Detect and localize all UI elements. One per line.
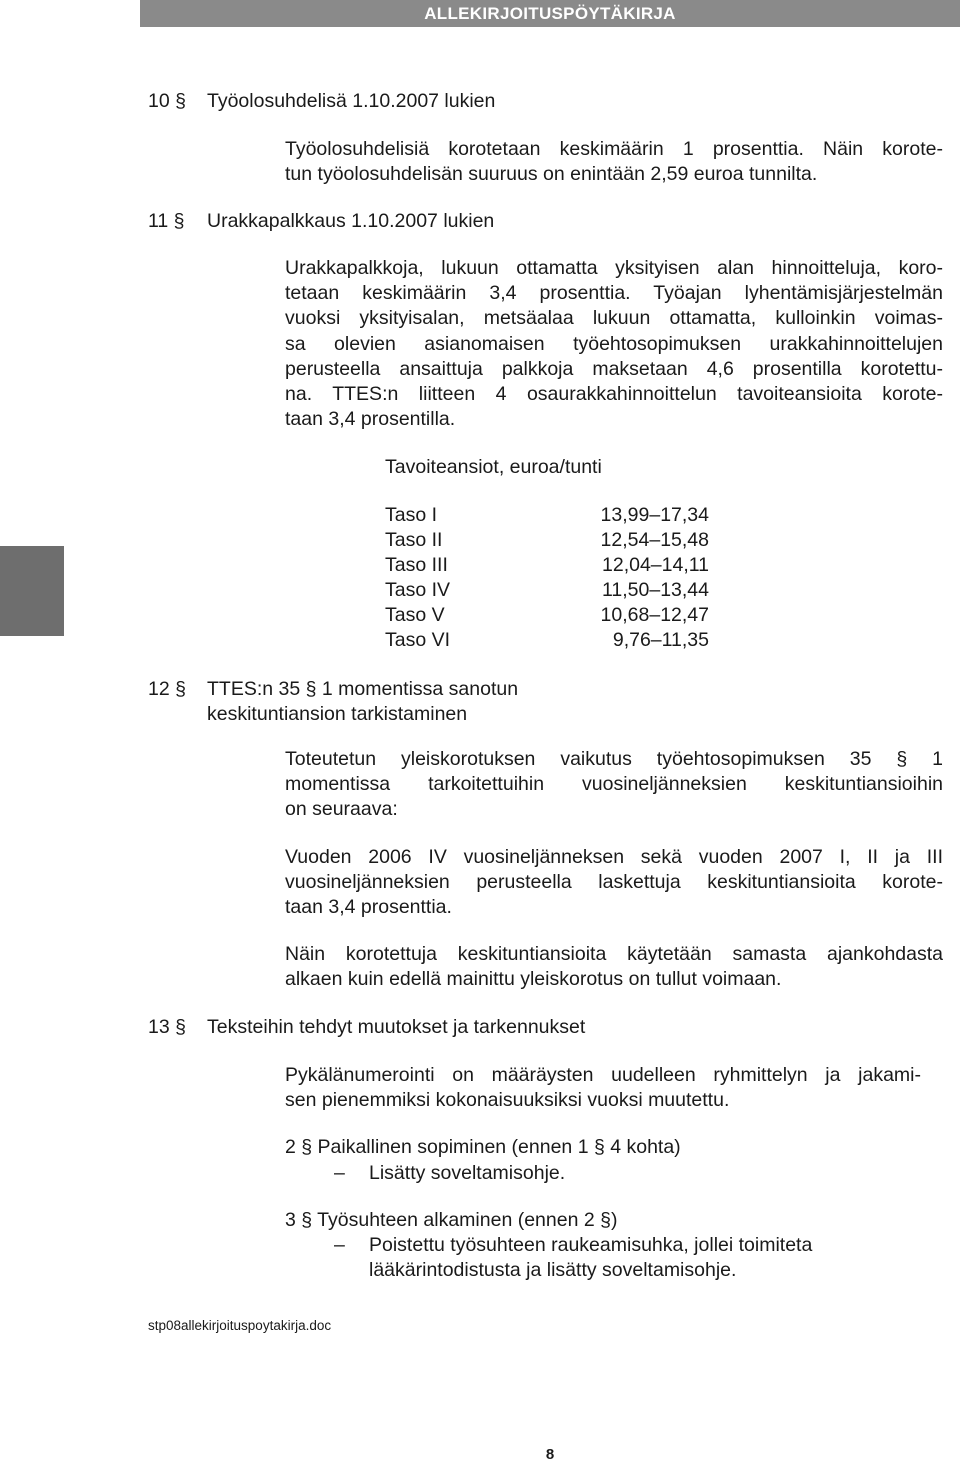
text-line: Pykälänumerointi on määräysten uudelleen ryhmittelyn ja jakami- bbox=[285, 1064, 921, 1086]
section-10-title: Työolosuhdelisä 1.10.2007 lukien bbox=[207, 90, 496, 112]
text-line: sa olevien asianomaisen työehtosopimuksen urakkahinnoittelujen bbox=[285, 332, 943, 355]
item-2-title: 2 § Paikallinen sopiminen (ennen 1 § 4 kohta) bbox=[285, 1136, 681, 1158]
item-3-title: 3 § Työsuhteen alkaminen (ennen 2 §) bbox=[285, 1209, 618, 1231]
table-cell-level: Taso II bbox=[385, 529, 443, 551]
section-13-number: 13 § bbox=[148, 1016, 186, 1038]
text-line: Urakkapalkkoja, lukuun ottamatta yksityisen alan hinnoitteluja, koro- bbox=[285, 257, 943, 279]
text-line: Vuoden 2006 IV vuosineljänneksen sekä vuoden 2007 I, II ja III bbox=[285, 846, 943, 868]
dash-bullet: – bbox=[334, 1162, 345, 1184]
text-line: na. TTES:n liitteen 4 osaurakkahinnoittelun tavoiteansioita korote- bbox=[285, 383, 943, 406]
section-13-title: Teksteihin tehdyt muutokset ja tarkennukset bbox=[207, 1016, 586, 1038]
dash-bullet: – bbox=[334, 1234, 345, 1256]
text-line: taan 3,4 prosenttia. bbox=[285, 896, 452, 919]
section-11-number: 11 § bbox=[148, 210, 185, 232]
table-cell-level: Taso VI bbox=[385, 629, 451, 651]
text-line: alkaen kuin edellä mainittu yleiskorotus on tullut voimaan. bbox=[285, 968, 782, 991]
section-12-paragraph-2 bbox=[285, 845, 943, 921]
table-cell-range: 12,04–14,11 bbox=[602, 554, 709, 576]
section-12-paragraph-1 bbox=[285, 747, 943, 823]
section-11-title: Urakkapalkkaus 1.10.2007 lukien bbox=[207, 210, 495, 232]
text-line: tetaan keskimäärin 3,4 prosenttia. Työajan lyhentämisjärjestelmän bbox=[285, 282, 943, 305]
text-line: Työolosuhdelisiä korotetaan keskimäärin 1 prosenttia. Näin korote- bbox=[285, 138, 943, 160]
text-line: Toteutetun yleiskorotuksen vaikutus työehtosopimuksen 35 § 1 bbox=[285, 748, 943, 770]
table-cell-range: 9,76–11,35 bbox=[612, 629, 709, 651]
table-cell-range: 11,50–13,44 bbox=[602, 579, 709, 601]
document-title: ALLEKIRJOITUSPÖYTÄKIRJA bbox=[424, 4, 676, 23]
document-header-bar bbox=[140, 0, 960, 27]
table-cell-range: 10,68–12,47 bbox=[600, 604, 709, 626]
text-line: tun työolosuhdelisän suuruus on enintään 2,59 euroa tunnilta. bbox=[285, 163, 818, 186]
section-12-title-line: keskituntiansion tarkistaminen bbox=[207, 703, 468, 725]
text-line: vuosineljänneksien perusteella laskettuja keskituntiansioita korote- bbox=[285, 871, 943, 894]
section-12-number: 12 § bbox=[148, 678, 186, 700]
text-line: vuoksi yksityisalan, metsäalaa lukuun ottamatta, kulloinkin voimas- bbox=[285, 307, 943, 330]
text-line: sen pienemmiksi kokonaisuuksiksi vuoksi muutettu. bbox=[285, 1089, 730, 1112]
text-line: Näin korotettuja keskituntiansioita käytetään samasta ajankohdasta bbox=[285, 943, 943, 965]
table-cell-range: 12,54–15,48 bbox=[600, 529, 709, 551]
side-tab-marker bbox=[0, 546, 64, 636]
section-10-number: 10 § bbox=[148, 90, 186, 112]
text-line: momentissa tarkoitettuihin vuosineljänneksien keskituntiansioihin bbox=[285, 773, 943, 796]
table-cell-level: Taso IV bbox=[385, 579, 451, 601]
earnings-table-title: Tavoiteansiot, euroa/tunti bbox=[385, 456, 602, 478]
section-10-paragraph bbox=[285, 137, 943, 187]
item-2-note: Lisätty soveltamisohje. bbox=[369, 1162, 566, 1184]
table-cell-level: Taso III bbox=[385, 554, 448, 576]
footer-filename: stp08allekirjoituspoytakirja.doc bbox=[148, 1318, 332, 1333]
text-line: taan 3,4 prosentilla. bbox=[285, 408, 456, 431]
item-3-note-line: Poistettu työsuhteen raukeamisuhka, jollei toimiteta bbox=[369, 1234, 813, 1256]
page-number: 8 bbox=[545, 1446, 555, 1463]
section-11-paragraph bbox=[285, 256, 943, 432]
section-13-paragraph bbox=[285, 1063, 921, 1113]
table-cell-range: 13,99–17,34 bbox=[600, 504, 709, 526]
item-3-note-line: lääkärintodistusta ja lisätty soveltamisohje. bbox=[369, 1259, 737, 1281]
table-cell-level: Taso V bbox=[385, 604, 445, 626]
section-12-paragraph-3 bbox=[285, 942, 943, 992]
table-cell-level: Taso I bbox=[385, 504, 438, 526]
section-12-title-line: TTES:n 35 § 1 momentissa sanotun bbox=[207, 678, 519, 700]
text-line: perusteella ansaittuja palkkoja maksetaan 4,6 prosentilla korotettu- bbox=[285, 357, 943, 380]
text-line: on seuraava: bbox=[285, 798, 398, 821]
